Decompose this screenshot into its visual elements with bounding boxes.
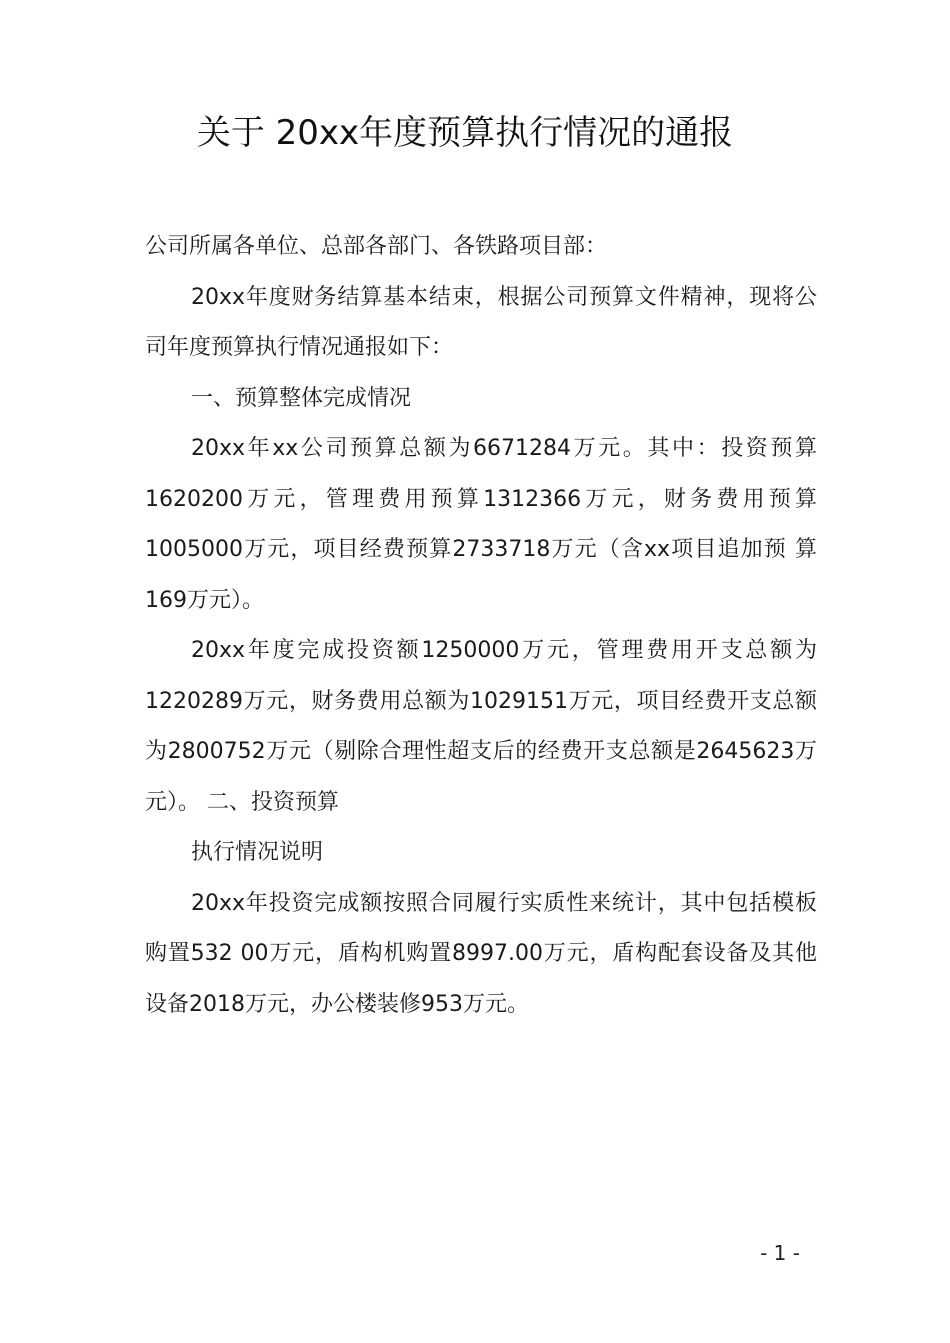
page-number: - 1 - (760, 1241, 800, 1265)
budget-total-paragraph: 20xx年xx公司预算总额为6671284万元。其中：投资预算1620200万元，管理费用预算1312366万元，财务费用预算1005000万元，项目经费预算2733718万元（含xx项目追加预 算169万元）。 (145, 436, 817, 613)
section-heading-overall: 一、预算整体完成情况 (191, 385, 412, 411)
salutation-paragraph: 公司所属各单位、总部各部门、各铁路项目部： (145, 234, 608, 259)
document-title: 关于 20xx年度预算执行情况的通报 (196, 113, 734, 153)
section-heading-explanation: 执行情况说明 (191, 840, 324, 865)
document-body (145, 222, 817, 1030)
investment-detail-paragraph: 20xx年投资完成额按照合同履行实质性来统计，其中包括模板购置532 00万元，盾构机购置8997.00万元，盾构配套设备及其他设备2018万元，办公楼装修953万元。 (145, 890, 817, 1017)
budget-completion-paragraph: 20xx年度完成投资额1250000万元，管理费用开支总额为1220289万元，财务费用总额为1029151万元，项目经费开支总额为2800752万元（剔除合理性超支后的经费开支总额是2645623万元）。 二、投资预算 (145, 638, 817, 815)
intro-paragraph: 20xx年度财务结算基本结束，根据公司预算文件精神，现将公司年度预算执行情况通报如下： (145, 284, 817, 360)
